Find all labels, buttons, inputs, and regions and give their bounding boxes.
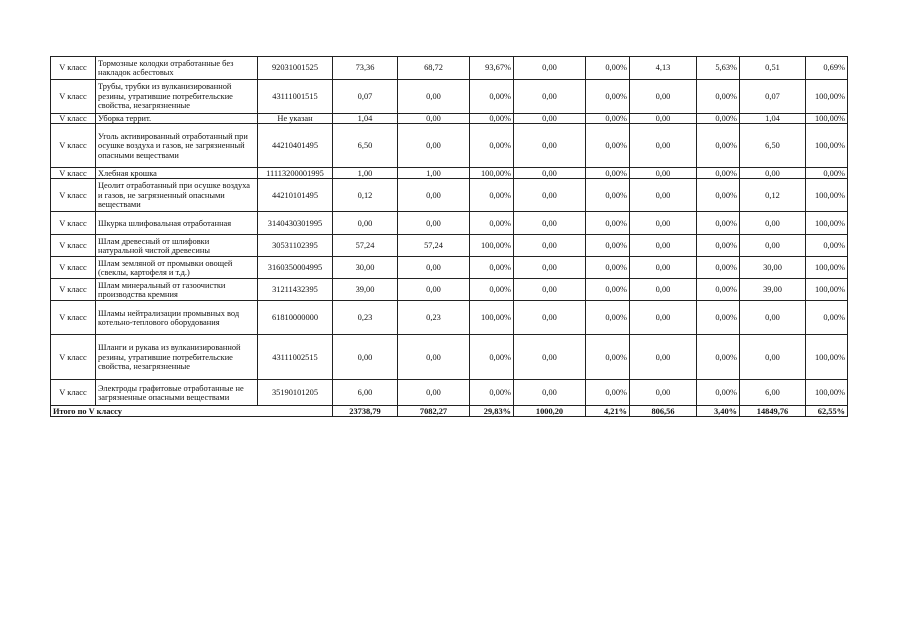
row-code: 92031001525 xyxy=(258,57,333,80)
row-p3: 0,00% xyxy=(586,235,630,257)
row-class: V класс xyxy=(51,124,96,168)
row-p3: 0,00% xyxy=(586,179,630,212)
row-p3: 0,00% xyxy=(586,212,630,235)
row-p4: 0,00% xyxy=(697,235,740,257)
row-p3: 0,00% xyxy=(586,114,630,124)
row-p5: 0,00% xyxy=(806,168,848,179)
row-v4: 0,00 xyxy=(630,179,697,212)
row-v2: 0,00 xyxy=(398,279,470,301)
row-p4: 0,00% xyxy=(697,257,740,279)
row-code: 43111001515 xyxy=(258,80,333,114)
row-name: Шлам земляной от промывки овощей (свеклы, картофеля и т.д.) xyxy=(96,257,258,279)
row-v5: 1,04 xyxy=(740,114,806,124)
waste-table xyxy=(50,56,848,417)
row-code: 31211432395 xyxy=(258,279,333,301)
row-p2: 0,00% xyxy=(470,212,514,235)
row-p4: 0,00% xyxy=(697,114,740,124)
row-p3: 0,00% xyxy=(586,380,630,406)
table-row xyxy=(51,80,848,114)
row-class: V класс xyxy=(51,335,96,380)
total-p5: 62,55% xyxy=(806,406,848,417)
row-v1: 6,00 xyxy=(333,380,398,406)
row-p2: 0,00% xyxy=(470,257,514,279)
row-p4: 5,63% xyxy=(697,57,740,80)
row-p2: 0,00% xyxy=(470,279,514,301)
row-v3: 0,00 xyxy=(514,212,586,235)
row-name: Шламы нейтрализации промывных вод котельно-теплового оборудования xyxy=(96,301,258,335)
row-v4: 0,00 xyxy=(630,212,697,235)
row-p3: 0,00% xyxy=(586,124,630,168)
row-p2: 100,00% xyxy=(470,235,514,257)
row-code: 61810000000 xyxy=(258,301,333,335)
row-v3: 0,00 xyxy=(514,124,586,168)
row-v5: 6,00 xyxy=(740,380,806,406)
row-name: Электроды графитовые отработанные не загрязненные опасными веществами xyxy=(96,380,258,406)
row-v4: 0,00 xyxy=(630,257,697,279)
row-p3: 0,00% xyxy=(586,257,630,279)
row-code: Не указан xyxy=(258,114,333,124)
row-v3: 0,00 xyxy=(514,301,586,335)
table-row xyxy=(51,380,848,406)
row-p2: 0,00% xyxy=(470,124,514,168)
row-class: V класс xyxy=(51,380,96,406)
row-v4: 0,00 xyxy=(630,114,697,124)
row-p4: 0,00% xyxy=(697,168,740,179)
row-v1: 1,00 xyxy=(333,168,398,179)
row-p4: 0,00% xyxy=(697,212,740,235)
row-class: V класс xyxy=(51,57,96,80)
row-p4: 0,00% xyxy=(697,80,740,114)
row-v1: 39,00 xyxy=(333,279,398,301)
row-v1: 0,00 xyxy=(333,335,398,380)
row-p5: 100,00% xyxy=(806,80,848,114)
row-v2: 0,00 xyxy=(398,335,470,380)
row-name: Тормозные колодки отработанные без накладок асбестовых xyxy=(96,57,258,80)
row-v4: 0,00 xyxy=(630,301,697,335)
row-v4: 0,00 xyxy=(630,279,697,301)
row-v1: 0,23 xyxy=(333,301,398,335)
table-row xyxy=(51,179,848,212)
row-v5: 0,00 xyxy=(740,168,806,179)
row-p2: 0,00% xyxy=(470,335,514,380)
row-v5: 6,50 xyxy=(740,124,806,168)
total-code-cell xyxy=(258,406,333,417)
row-p4: 0,00% xyxy=(697,124,740,168)
row-p5: 100,00% xyxy=(806,212,848,235)
row-v1: 0,00 xyxy=(333,212,398,235)
total-v4: 806,56 xyxy=(630,406,697,417)
row-p4: 0,00% xyxy=(697,279,740,301)
row-code: 3140430301995 xyxy=(258,212,333,235)
row-class: V класс xyxy=(51,257,96,279)
row-v5: 0,12 xyxy=(740,179,806,212)
row-v4: 0,00 xyxy=(630,124,697,168)
row-v5: 0,00 xyxy=(740,235,806,257)
row-v3: 0,00 xyxy=(514,179,586,212)
row-v3: 0,00 xyxy=(514,335,586,380)
row-p2: 0,00% xyxy=(470,114,514,124)
row-v1: 73,36 xyxy=(333,57,398,80)
row-v4: 0,00 xyxy=(630,335,697,380)
row-code: 44210401495 xyxy=(258,124,333,168)
row-code: 35190101205 xyxy=(258,380,333,406)
row-v2: 0,00 xyxy=(398,212,470,235)
row-class: V класс xyxy=(51,179,96,212)
row-v1: 0,07 xyxy=(333,80,398,114)
row-v2: 0,00 xyxy=(398,179,470,212)
row-code: 30531102395 xyxy=(258,235,333,257)
row-v3: 0,00 xyxy=(514,57,586,80)
row-p5: 100,00% xyxy=(806,257,848,279)
row-v2: 0,00 xyxy=(398,380,470,406)
table-row xyxy=(51,57,848,80)
row-class: V класс xyxy=(51,114,96,124)
row-class: V класс xyxy=(51,301,96,335)
row-v1: 6,50 xyxy=(333,124,398,168)
row-p4: 0,00% xyxy=(697,179,740,212)
row-p5: 0,69% xyxy=(806,57,848,80)
row-p2: 0,00% xyxy=(470,179,514,212)
total-p3: 4,21% xyxy=(586,406,630,417)
row-v3: 0,00 xyxy=(514,80,586,114)
row-name: Уборка террит. xyxy=(96,114,258,124)
table-row xyxy=(51,235,848,257)
row-code: 3160350004995 xyxy=(258,257,333,279)
row-v1: 1,04 xyxy=(333,114,398,124)
total-row xyxy=(51,406,848,417)
table-row xyxy=(51,168,848,179)
row-v3: 0,00 xyxy=(514,279,586,301)
total-p2: 29,83% xyxy=(470,406,514,417)
row-p5: 100,00% xyxy=(806,279,848,301)
row-v2: 0,00 xyxy=(398,114,470,124)
row-v4: 0,00 xyxy=(630,235,697,257)
row-p2: 93,67% xyxy=(470,57,514,80)
table-row xyxy=(51,257,848,279)
row-name: Шкурка шлифовальная отработанная xyxy=(96,212,258,235)
row-v2: 1,00 xyxy=(398,168,470,179)
row-class: V класс xyxy=(51,80,96,114)
row-name: Шлам древесный от шлифовки натуральной чистой древесины xyxy=(96,235,258,257)
table-row xyxy=(51,124,848,168)
table-row xyxy=(51,114,848,124)
total-v5: 14849,76 xyxy=(740,406,806,417)
total-p4: 3,40% xyxy=(697,406,740,417)
row-code: 44210101495 xyxy=(258,179,333,212)
row-v5: 30,00 xyxy=(740,257,806,279)
row-p3: 0,00% xyxy=(586,335,630,380)
row-p4: 0,00% xyxy=(697,380,740,406)
row-p4: 0,00% xyxy=(697,301,740,335)
row-v2: 0,00 xyxy=(398,257,470,279)
total-v3: 1000,20 xyxy=(514,406,586,417)
row-v5: 0,00 xyxy=(740,301,806,335)
row-v3: 0,00 xyxy=(514,380,586,406)
row-v3: 0,00 xyxy=(514,114,586,124)
row-v5: 0,51 xyxy=(740,57,806,80)
row-p5: 100,00% xyxy=(806,114,848,124)
row-v5: 0,00 xyxy=(740,335,806,380)
row-name: Шланги и рукава из вулканизированной резины, утратившие потребительские свойства, незагрязненные xyxy=(96,335,258,380)
row-name: Цеолит отработанный при осушке воздуха и газов, не загрязненный опасными веществами xyxy=(96,179,258,212)
row-p2: 0,00% xyxy=(470,380,514,406)
row-name: Трубы, трубки из вулканизированной резины, утратившие потребительские свойства, незагрязненные xyxy=(96,80,258,114)
row-class: V класс xyxy=(51,212,96,235)
row-v2: 68,72 xyxy=(398,57,470,80)
row-p5: 0,00% xyxy=(806,235,848,257)
row-v1: 57,24 xyxy=(333,235,398,257)
row-v2: 0,00 xyxy=(398,80,470,114)
row-class: V класс xyxy=(51,279,96,301)
row-p3: 0,00% xyxy=(586,301,630,335)
row-p5: 100,00% xyxy=(806,124,848,168)
row-v4: 0,00 xyxy=(630,380,697,406)
row-p5: 100,00% xyxy=(806,335,848,380)
row-v2: 0,23 xyxy=(398,301,470,335)
row-p5: 100,00% xyxy=(806,179,848,212)
row-v1: 0,12 xyxy=(333,179,398,212)
row-code: 43111002515 xyxy=(258,335,333,380)
row-v5: 39,00 xyxy=(740,279,806,301)
row-class: V класс xyxy=(51,168,96,179)
row-v4: 0,00 xyxy=(630,80,697,114)
row-v5: 0,00 xyxy=(740,212,806,235)
row-v3: 0,00 xyxy=(514,235,586,257)
row-v3: 0,00 xyxy=(514,257,586,279)
row-v5: 0,07 xyxy=(740,80,806,114)
row-p2: 100,00% xyxy=(470,301,514,335)
row-v1: 30,00 xyxy=(333,257,398,279)
row-p3: 0,00% xyxy=(586,57,630,80)
row-p5: 100,00% xyxy=(806,380,848,406)
total-v1: 23738,79 xyxy=(333,406,398,417)
row-v4: 0,00 xyxy=(630,168,697,179)
row-p3: 0,00% xyxy=(586,168,630,179)
table-row xyxy=(51,212,848,235)
table-row xyxy=(51,335,848,380)
row-name: Уголь активированный отработанный при осушке воздуха и газов, не загрязненный опасными веществами xyxy=(96,124,258,168)
row-p3: 0,00% xyxy=(586,279,630,301)
row-v2: 57,24 xyxy=(398,235,470,257)
row-v3: 0,00 xyxy=(514,168,586,179)
row-p3: 0,00% xyxy=(586,80,630,114)
waste-table-body xyxy=(51,57,848,406)
row-class: V класс xyxy=(51,235,96,257)
total-v2: 7082,27 xyxy=(398,406,470,417)
row-v4: 4,13 xyxy=(630,57,697,80)
row-p5: 0,00% xyxy=(806,301,848,335)
table-row xyxy=(51,279,848,301)
table-row xyxy=(51,301,848,335)
row-p4: 0,00% xyxy=(697,335,740,380)
row-p2: 100,00% xyxy=(470,168,514,179)
row-name: Хлебная крошка xyxy=(96,168,258,179)
row-code: 11113200001995 xyxy=(258,168,333,179)
total-label: Итого по V классу xyxy=(51,406,258,417)
row-p2: 0,00% xyxy=(470,80,514,114)
row-name: Шлам минеральный от газоочистки производства кремния xyxy=(96,279,258,301)
row-v2: 0,00 xyxy=(398,124,470,168)
